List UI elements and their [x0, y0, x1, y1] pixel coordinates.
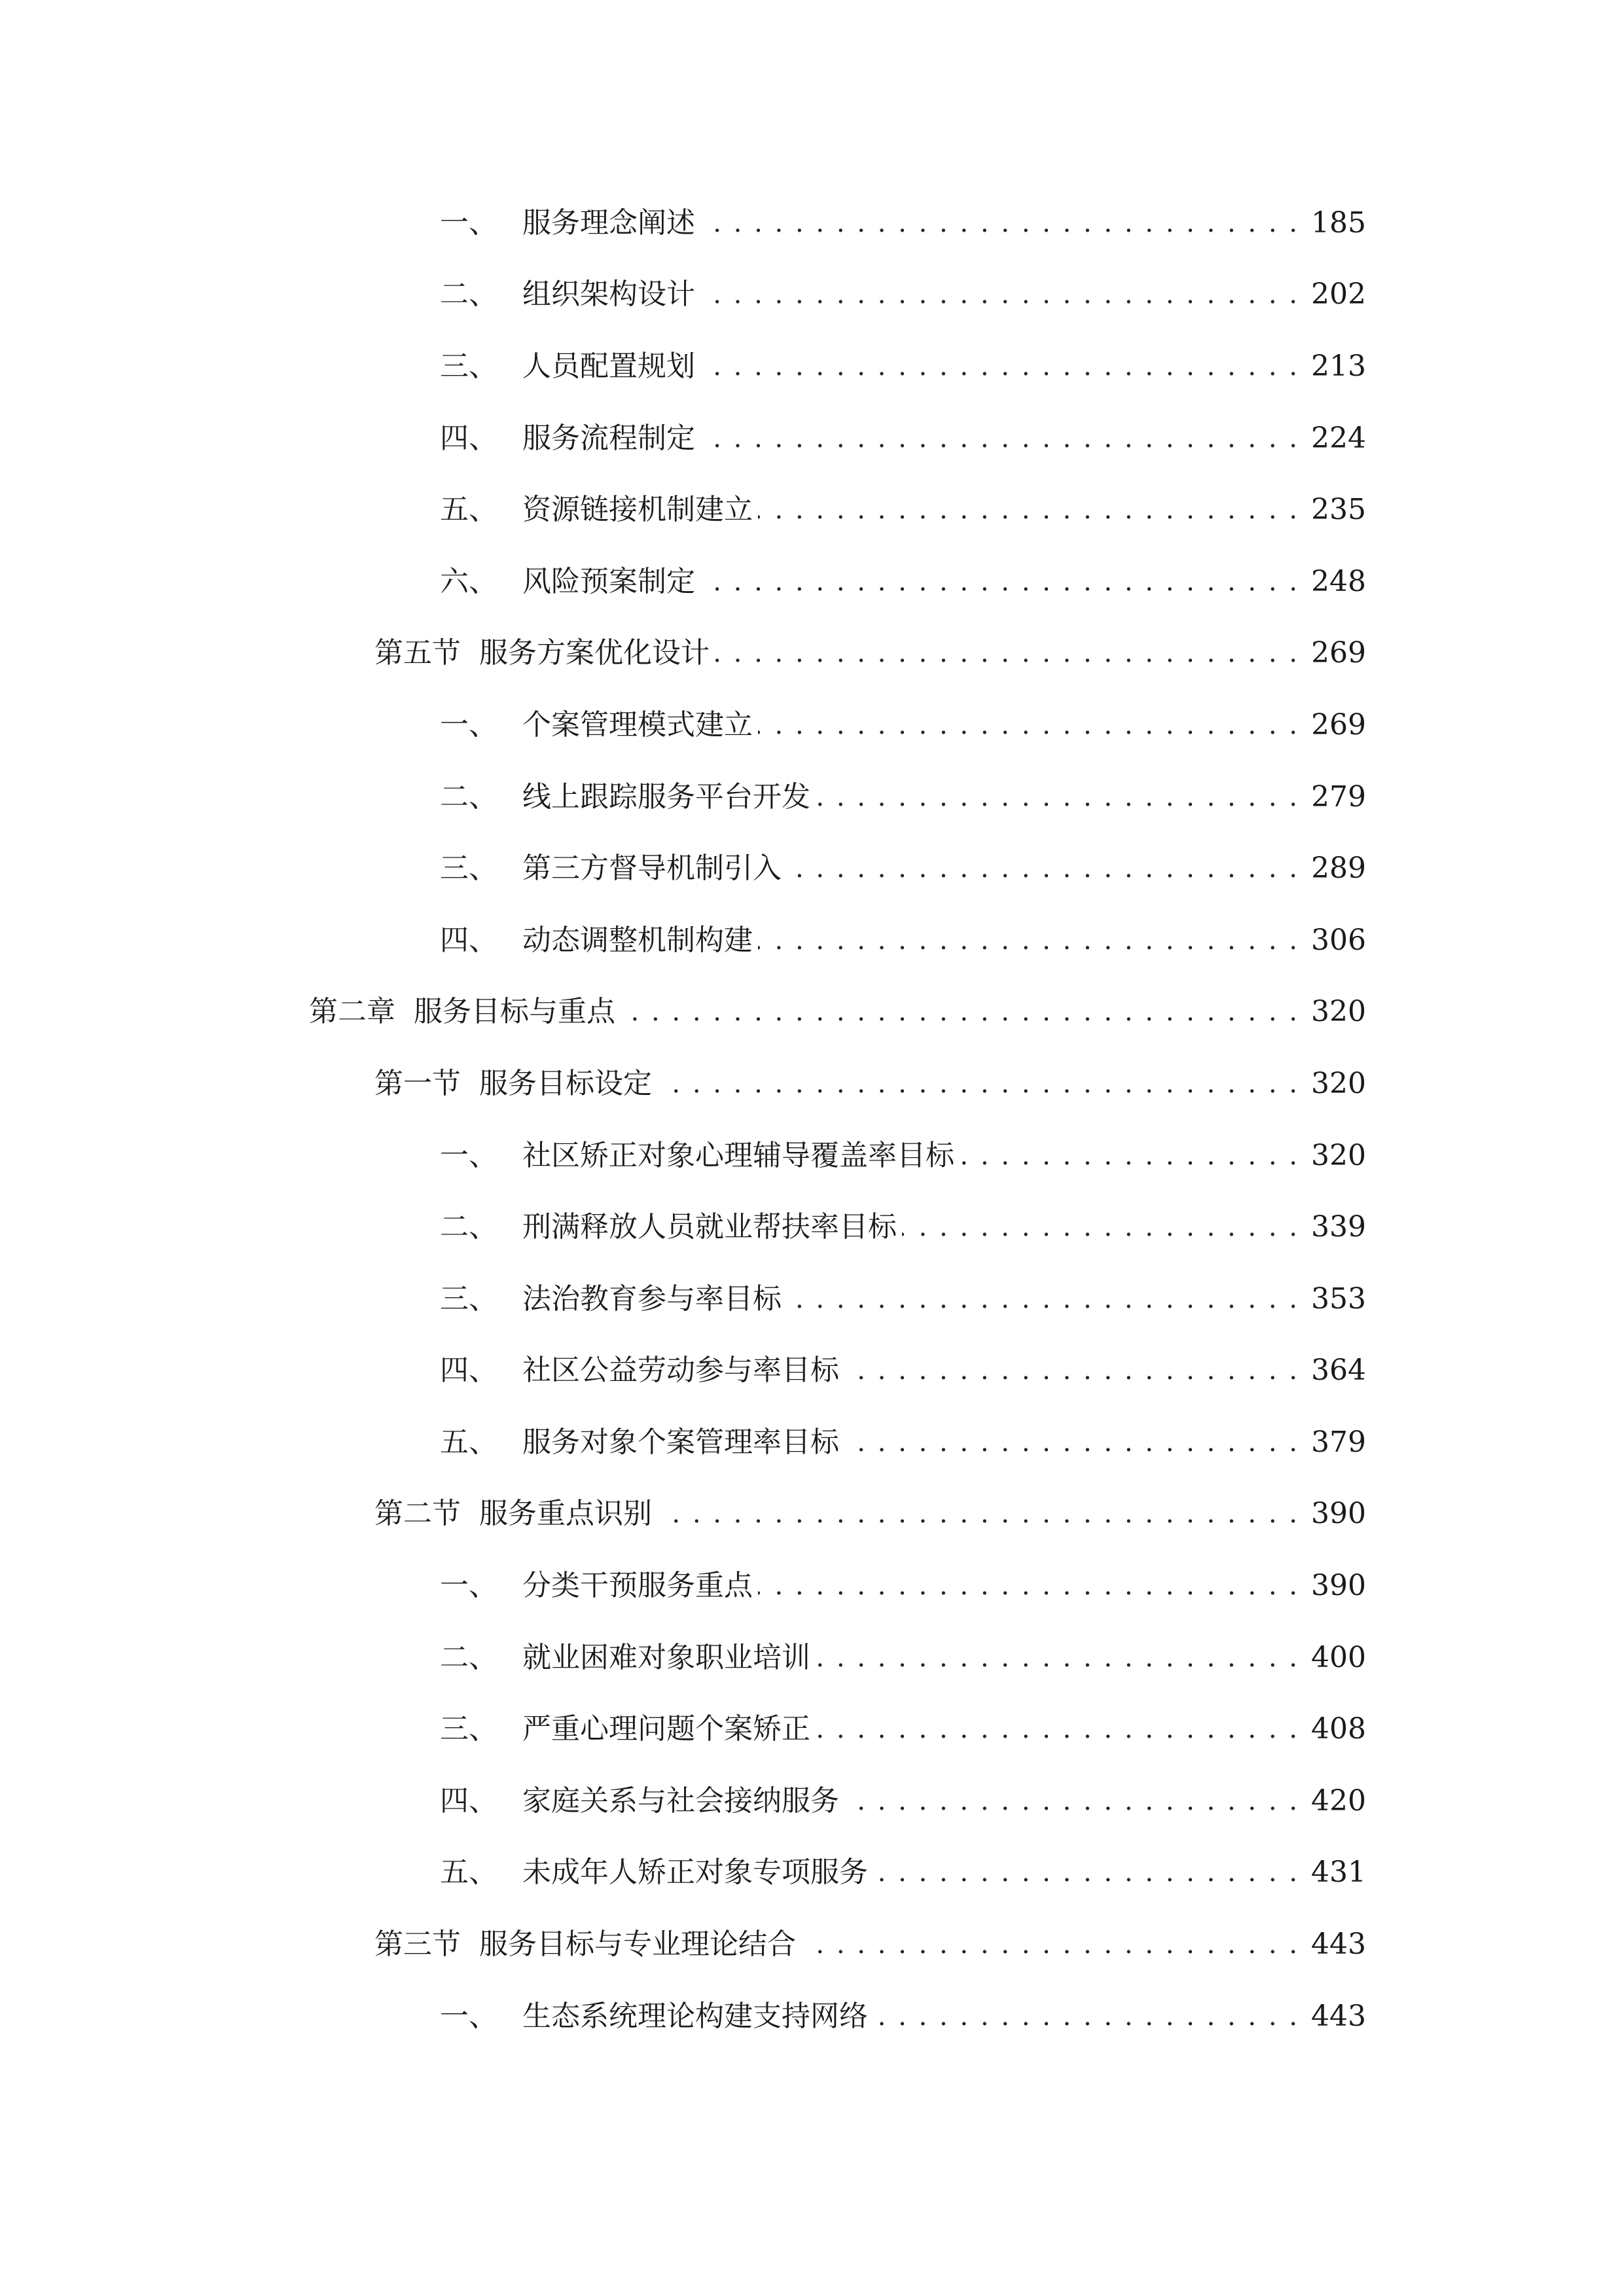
toc-entry[interactable] [0, 403, 1624, 475]
toc-entry-title: 组织架构设计 [522, 278, 695, 312]
toc-entry-title: 服务方案优化设计 [479, 636, 710, 670]
toc-entry-page-number: 320 [1311, 1066, 1366, 1100]
toc-dot-leader [758, 495, 1299, 524]
toc-entry-page-number: 320 [1311, 995, 1366, 1029]
toc-entry-title: 服务目标设定 [479, 1066, 652, 1100]
toc-dot-leader [844, 1356, 1299, 1385]
toc-entry[interactable] [0, 1191, 1624, 1263]
toc-dot-leader [700, 280, 1299, 309]
toc-entry-page-number: 269 [1311, 708, 1366, 742]
toc-entry-title: 法治教育参与率目标 [522, 1282, 782, 1316]
toc-entry-number: 一、 [440, 206, 497, 240]
toc-entry-number: 第一节 [374, 1066, 461, 1100]
toc-entry-page-number: 379 [1311, 1425, 1366, 1459]
toc-entry-number: 四、 [440, 923, 497, 957]
toc-dot-leader [787, 854, 1299, 883]
toc-entry-title: 未成年人矫正对象专项服务 [522, 1856, 868, 1890]
toc-dot-leader [816, 1643, 1299, 1672]
toc-dot-leader [758, 926, 1299, 955]
toc-entry-title: 第三方督导机制引入 [522, 852, 782, 886]
toc-entry-title: 分类干预服务重点 [522, 1569, 753, 1603]
toc-entry-page-number: 353 [1311, 1282, 1366, 1316]
toc-entry[interactable] [0, 1407, 1624, 1479]
toc-entry-number: 一、 [440, 708, 497, 742]
toc-entry-title: 就业困难对象职业培训 [522, 1640, 810, 1674]
toc-entry-title: 服务流程制定 [522, 421, 695, 455]
toc-entry-title: 刑满释放人员就业帮扶率目标 [522, 1210, 897, 1244]
toc-entry-number: 五、 [440, 1425, 497, 1459]
toc-entry[interactable] [0, 1622, 1624, 1694]
toc-entry[interactable] [0, 331, 1624, 403]
toc-entry-number: 三、 [440, 852, 497, 886]
toc-entry-page-number: 431 [1311, 1856, 1366, 1890]
toc-entry-page-number: 390 [1311, 1497, 1366, 1531]
toc-entry-page-number: 248 [1311, 564, 1366, 598]
toc-entry[interactable] [0, 546, 1624, 618]
table-of-contents [0, 187, 1624, 2052]
toc-entry[interactable] [0, 1479, 1624, 1551]
toc-dot-leader [816, 1715, 1299, 1744]
toc-entry-number: 第三节 [374, 1928, 461, 1962]
toc-dot-leader [801, 1930, 1299, 1959]
toc-entry-number: 四、 [440, 1784, 497, 1818]
toc-entry-page-number: 443 [1311, 1999, 1366, 2033]
toc-entry[interactable] [0, 1981, 1624, 2053]
toc-entry-title: 风险预案制定 [522, 564, 695, 598]
toc-entry[interactable] [0, 1550, 1624, 1622]
toc-dot-leader [700, 567, 1299, 596]
toc-entry-page-number: 408 [1311, 1712, 1366, 1746]
toc-dot-leader [816, 783, 1299, 812]
toc-dot-leader [758, 1571, 1299, 1600]
toc-entry-number: 二、 [440, 1210, 497, 1244]
toc-entry-page-number: 224 [1311, 421, 1366, 455]
toc-entry-page-number: 420 [1311, 1784, 1366, 1818]
toc-dot-leader [715, 639, 1299, 668]
toc-entry-number: 一、 [440, 1569, 497, 1603]
toc-entry-page-number: 279 [1311, 780, 1366, 814]
toc-entry-title: 线上跟踪服务平台开发 [522, 780, 810, 814]
toc-entry-page-number: 213 [1311, 349, 1366, 383]
toc-entry-title: 服务目标与专业理论结合 [479, 1928, 796, 1962]
toc-entry-number: 第二章 [309, 995, 395, 1029]
toc-entry[interactable] [0, 1120, 1624, 1192]
toc-entry-title: 人员配置规划 [522, 349, 695, 383]
toc-dot-leader [873, 1858, 1299, 1887]
toc-entry-title: 家庭关系与社会接纳服务 [522, 1784, 839, 1818]
toc-entry-title: 动态调整机制构建 [522, 923, 753, 957]
toc-entry-title: 服务重点识别 [479, 1497, 652, 1531]
toc-entry-number: 第二节 [374, 1497, 461, 1531]
toc-entry[interactable] [0, 187, 1624, 259]
toc-entry[interactable] [0, 905, 1624, 977]
toc-entry[interactable] [0, 259, 1624, 331]
toc-dot-leader [902, 1213, 1299, 1242]
toc-entry-title: 社区公益劳动参与率目标 [522, 1354, 839, 1388]
toc-entry-title: 服务目标与重点 [414, 995, 615, 1029]
toc-entry-page-number: 202 [1311, 278, 1366, 312]
toc-entry-number: 四、 [440, 1354, 497, 1388]
toc-entry-page-number: 320 [1311, 1138, 1366, 1172]
toc-entry[interactable] [0, 1837, 1624, 1909]
toc-entry-number: 五、 [440, 493, 497, 527]
toc-entry[interactable] [0, 1263, 1624, 1335]
toc-entry-number: 二、 [440, 278, 497, 312]
toc-dot-leader [621, 997, 1299, 1026]
toc-entry-page-number: 306 [1311, 923, 1366, 957]
toc-entry-page-number: 339 [1311, 1210, 1366, 1244]
toc-entry-page-number: 400 [1311, 1640, 1366, 1674]
toc-dot-leader [844, 1787, 1299, 1816]
toc-entry-page-number: 185 [1311, 206, 1366, 240]
toc-entry-title: 服务理念阐述 [522, 206, 695, 240]
toc-dot-leader [700, 352, 1299, 381]
toc-entry-page-number: 269 [1311, 636, 1366, 670]
toc-entry-number: 四、 [440, 421, 497, 455]
toc-entry-number: 三、 [440, 349, 497, 383]
toc-entry[interactable] [0, 1909, 1624, 1981]
toc-entry[interactable] [0, 1765, 1624, 1837]
toc-entry-number: 一、 [440, 1999, 497, 2033]
toc-entry-title: 服务对象个案管理率目标 [522, 1425, 839, 1459]
toc-entry[interactable] [0, 1693, 1624, 1765]
toc-dot-leader [700, 424, 1299, 453]
toc-dot-leader [657, 1069, 1299, 1098]
toc-entry-number: 六、 [440, 564, 497, 598]
toc-entry[interactable] [0, 1335, 1624, 1407]
toc-dot-leader [700, 209, 1299, 238]
toc-dot-leader [873, 2002, 1299, 2031]
toc-entry-page-number: 289 [1311, 852, 1366, 886]
toc-entry[interactable] [0, 618, 1624, 690]
toc-dot-leader [657, 1499, 1299, 1528]
toc-entry[interactable] [0, 977, 1624, 1049]
toc-entry-number: 一、 [440, 1138, 497, 1172]
toc-dot-leader [787, 1285, 1299, 1314]
toc-entry[interactable] [0, 833, 1624, 905]
toc-entry-title: 个案管理模式建立 [522, 708, 753, 742]
toc-entry-number: 二、 [440, 1640, 497, 1674]
toc-dot-leader [844, 1428, 1299, 1457]
toc-entry-title: 社区矫正对象心理辅导覆盖率目标 [522, 1138, 954, 1172]
toc-entry[interactable] [0, 474, 1624, 546]
toc-entry-number: 三、 [440, 1712, 497, 1746]
toc-entry[interactable] [0, 1048, 1624, 1120]
toc-entry-title: 生态系统理论构建支持网络 [522, 1999, 868, 2033]
toc-entry[interactable] [0, 761, 1624, 833]
toc-entry-number: 二、 [440, 780, 497, 814]
toc-entry-page-number: 443 [1311, 1928, 1366, 1962]
toc-entry[interactable] [0, 689, 1624, 761]
toc-entry-title: 严重心理问题个案矫正 [522, 1712, 810, 1746]
toc-dot-leader [960, 1141, 1299, 1170]
toc-entry-page-number: 390 [1311, 1569, 1366, 1603]
toc-entry-page-number: 235 [1311, 493, 1366, 527]
toc-entry-title: 资源链接机制建立 [522, 493, 753, 527]
toc-entry-page-number: 364 [1311, 1354, 1366, 1388]
toc-entry-number: 三、 [440, 1282, 497, 1316]
toc-entry-number: 第五节 [374, 636, 461, 670]
toc-entry-number: 五、 [440, 1856, 497, 1890]
toc-dot-leader [758, 711, 1299, 740]
